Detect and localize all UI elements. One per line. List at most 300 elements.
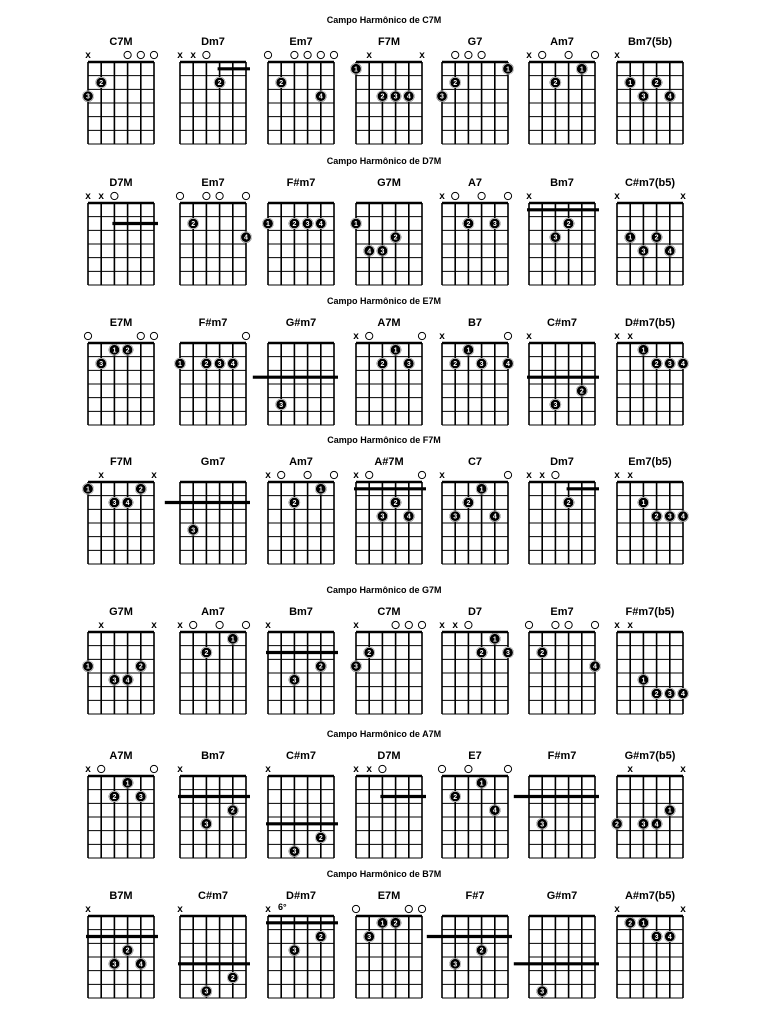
open-string-mark <box>330 51 337 58</box>
finger-number: 2 <box>125 347 130 355</box>
finger-number: 3 <box>367 934 372 941</box>
muted-string-mark: x <box>177 620 183 631</box>
section <box>85 156 686 285</box>
finger-number: 3 <box>112 961 117 969</box>
chord-diagram <box>614 36 683 144</box>
open-string-mark <box>591 621 598 628</box>
muted-string-mark: x <box>439 470 445 481</box>
open-string-mark <box>591 51 598 58</box>
open-string-mark <box>478 51 485 58</box>
open-string-mark <box>150 332 157 339</box>
chord-diagram <box>526 317 599 425</box>
chord-diagram <box>525 606 600 714</box>
open-string-mark <box>504 765 511 772</box>
muted-string-mark: x <box>265 620 271 631</box>
chord-name: Dm7 <box>201 36 225 48</box>
chord-diagram <box>351 36 425 144</box>
chord-name: B7 <box>467 317 483 329</box>
finger-number: 2 <box>318 934 323 941</box>
finger-number: 2 <box>380 361 385 368</box>
section-title: Campo Harmônico de A7M <box>326 729 442 739</box>
finger-number: 2 <box>628 920 633 928</box>
chord-name: Bm7 <box>201 750 225 762</box>
chord-diagram <box>614 177 686 285</box>
finger-number: 3 <box>217 361 222 368</box>
open-string-mark <box>150 765 157 772</box>
finger-number: 2 <box>615 821 619 829</box>
open-string-mark <box>330 471 337 478</box>
chord-name: G#m7(b5) <box>624 750 676 762</box>
finger-number: 2 <box>204 361 209 368</box>
chord-diagram <box>612 750 686 858</box>
finger-number: 3 <box>453 513 458 521</box>
finger-number: 3 <box>112 500 117 507</box>
chord-diagram <box>263 177 334 285</box>
chord-name: Am7 <box>201 606 225 618</box>
chord-name: F#m7 <box>547 750 577 762</box>
chord-name: F#7 <box>465 890 485 902</box>
muted-string-mark: x <box>151 470 157 481</box>
open-string-mark <box>565 621 572 628</box>
finger-number: 2 <box>318 835 323 842</box>
muted-string-mark: x <box>85 50 91 61</box>
chord-name: A#7M <box>374 456 404 468</box>
open-string-mark <box>418 905 425 912</box>
finger-number: 2 <box>292 221 297 228</box>
open-string-mark <box>304 51 311 58</box>
chord-diagram <box>177 890 250 998</box>
chord-name: D#m7(b5) <box>624 317 676 329</box>
open-string-mark <box>137 332 144 339</box>
finger-number: 3 <box>191 527 196 535</box>
chord-diagram <box>177 606 249 714</box>
chord-diagram <box>265 606 338 714</box>
chord-diagram <box>614 317 688 425</box>
finger-number: 2 <box>292 500 297 507</box>
open-string-mark <box>216 621 223 628</box>
chord-name: G7M <box>109 606 133 618</box>
section <box>83 435 688 564</box>
muted-string-mark: x <box>353 764 359 775</box>
open-string-mark <box>392 621 399 628</box>
chord-name: E7 <box>468 750 482 762</box>
open-string-mark <box>352 905 359 912</box>
finger-number: 3 <box>492 221 497 228</box>
finger-number: 4 <box>367 248 372 256</box>
chord-name: Am7 <box>550 36 574 48</box>
chord-diagram <box>175 317 250 425</box>
chord-diagram <box>83 36 158 144</box>
chord-diagram <box>526 177 599 285</box>
finger-number: 1 <box>354 66 358 74</box>
finger-number: 4 <box>138 961 143 969</box>
chord-name: E7M <box>109 317 133 329</box>
section-title: Campo Harmônico de B7M <box>326 869 442 879</box>
chord-diagram <box>351 606 426 714</box>
open-string-mark <box>304 471 311 478</box>
finger-number: 4 <box>667 934 672 941</box>
finger-number: 3 <box>540 821 545 829</box>
chord-diagram <box>165 456 250 564</box>
chord-diagram <box>83 456 157 564</box>
finger-number: 1 <box>178 361 182 368</box>
open-string-mark <box>216 192 223 199</box>
chord-diagram <box>265 890 338 998</box>
muted-string-mark: x <box>419 50 425 61</box>
muted-string-mark: x <box>439 620 445 631</box>
chord-diagram <box>351 177 422 285</box>
finger-number: 3 <box>641 821 646 829</box>
muted-string-mark: x <box>85 191 91 202</box>
finger-number: 2 <box>230 975 235 982</box>
finger-number: 2 <box>138 486 143 494</box>
open-string-mark <box>317 51 324 58</box>
finger-number: 1 <box>380 920 385 928</box>
finger-number: 3 <box>138 794 143 801</box>
muted-string-mark: x <box>526 331 532 342</box>
muted-string-mark: x <box>614 50 620 61</box>
finger-number: 1 <box>393 347 398 355</box>
chord-name: Em7 <box>201 177 225 189</box>
muted-string-mark: x <box>366 50 372 61</box>
finger-number: 2 <box>654 691 659 698</box>
section-title: Campo Harmônico de E7M <box>326 296 442 306</box>
finger-number: 1 <box>266 221 270 228</box>
finger-number: 1 <box>641 500 646 507</box>
muted-string-mark: x <box>177 764 183 775</box>
finger-number: 3 <box>380 513 385 521</box>
section <box>84 296 688 425</box>
chord-name: E7M <box>377 890 401 902</box>
chord-name: Bm7 <box>289 606 313 618</box>
finger-number: 4 <box>506 361 510 368</box>
open-string-mark <box>366 471 373 478</box>
finger-number: 2 <box>279 80 284 87</box>
finger-number: 3 <box>204 988 209 996</box>
finger-number: 4 <box>593 663 597 671</box>
finger-number: 4 <box>406 93 411 101</box>
muted-string-mark: x <box>539 470 545 481</box>
finger-number: 2 <box>99 80 104 87</box>
chord-name: D7 <box>467 606 483 618</box>
finger-number: 2 <box>393 920 398 928</box>
finger-number: 3 <box>641 93 646 101</box>
finger-number: 3 <box>654 934 659 941</box>
muted-string-mark: x <box>177 904 183 915</box>
section <box>85 729 686 858</box>
finger-number: 2 <box>318 663 323 671</box>
finger-number: 1 <box>466 347 471 355</box>
muted-string-mark: x <box>98 620 104 631</box>
finger-number: 1 <box>506 66 510 74</box>
open-string-mark <box>504 332 511 339</box>
finger-number: 2 <box>230 807 235 815</box>
open-string-mark <box>418 471 425 478</box>
open-string-mark <box>465 51 472 58</box>
finger-number: 3 <box>440 93 444 101</box>
finger-number: 2 <box>654 80 659 87</box>
muted-string-mark: x <box>353 470 359 481</box>
open-string-mark <box>278 471 285 478</box>
muted-string-mark: x <box>265 764 271 775</box>
finger-number: 1 <box>492 636 497 644</box>
finger-number: 1 <box>579 66 584 74</box>
chord-name: C#m7 <box>286 750 316 762</box>
finger-number: 2 <box>466 500 471 507</box>
muted-string-mark: x <box>177 50 183 61</box>
finger-number: 2 <box>138 663 143 671</box>
muted-string-mark: x <box>614 904 620 915</box>
chord-diagram <box>176 177 251 285</box>
chord-name: F#m7(b5) <box>625 606 675 618</box>
finger-number: 3 <box>540 988 545 996</box>
open-string-mark <box>203 51 210 58</box>
chord-name: F#m7 <box>286 177 316 189</box>
chord-name: Em7(b5) <box>628 456 672 468</box>
finger-number: 1 <box>641 347 646 355</box>
chord-diagram <box>614 890 686 998</box>
chord-name: C7M <box>109 36 133 48</box>
finger-number: 4 <box>667 248 672 256</box>
chord-name: Dm7 <box>550 456 574 468</box>
finger-number: 3 <box>667 361 672 368</box>
finger-number: 2 <box>466 221 471 228</box>
muted-string-mark: x <box>85 764 91 775</box>
chord-diagram <box>514 750 599 858</box>
open-string-mark <box>291 51 298 58</box>
finger-number: 3 <box>86 93 90 101</box>
section-title: Campo Harmônico de D7M <box>326 156 442 166</box>
section-title: Campo Harmônico de C7M <box>326 15 442 25</box>
chord-name: A7 <box>467 177 483 189</box>
section <box>83 585 688 714</box>
open-string-mark <box>525 621 532 628</box>
finger-number: 3 <box>406 361 411 368</box>
muted-string-mark: x <box>439 191 445 202</box>
muted-string-mark: x <box>265 904 271 915</box>
finger-number: 4 <box>230 361 235 368</box>
muted-string-mark: x <box>452 620 458 631</box>
chord-name: A7M <box>109 750 133 762</box>
chord-diagram <box>614 606 688 714</box>
open-string-mark <box>264 51 271 58</box>
muted-string-mark: x <box>190 50 196 61</box>
open-string-mark <box>552 621 559 628</box>
finger-number: 3 <box>292 848 297 856</box>
section <box>83 15 683 144</box>
open-string-mark <box>504 192 511 199</box>
chord-diagram <box>439 606 513 714</box>
finger-number: 3 <box>393 93 398 101</box>
finger-number: 1 <box>318 486 323 494</box>
finger-number: 2 <box>566 221 571 228</box>
chord-name: G#m7 <box>546 890 578 902</box>
finger-number: 2 <box>380 93 385 101</box>
chord-diagram <box>84 317 157 425</box>
muted-string-mark: x <box>614 331 620 342</box>
muted-string-mark: x <box>526 470 532 481</box>
chord-diagram <box>83 606 157 714</box>
open-string-mark <box>150 51 157 58</box>
open-string-mark <box>405 905 412 912</box>
chord-name: A7M <box>377 317 401 329</box>
chord-name: Am7 <box>289 456 313 468</box>
chord-name: A#m7(b5) <box>624 890 676 902</box>
finger-number: 3 <box>380 248 385 256</box>
finger-number: 2 <box>393 234 398 242</box>
finger-number: 2 <box>654 361 659 368</box>
finger-number: 2 <box>654 513 659 521</box>
finger-number: 3 <box>553 234 558 242</box>
chord-diagram <box>177 750 250 858</box>
finger-number: 3 <box>667 691 672 698</box>
finger-number: 4 <box>681 691 685 698</box>
chord-name: G7M <box>377 177 401 189</box>
open-string-mark <box>405 621 412 628</box>
finger-number: 2 <box>453 80 458 87</box>
section-title: Campo Harmônico de F7M <box>327 435 441 445</box>
chord-diagram <box>265 456 337 564</box>
chord-diagram <box>253 317 338 425</box>
finger-number: 2 <box>579 388 584 396</box>
finger-number: 4 <box>125 677 130 685</box>
finger-number: 2 <box>453 361 458 368</box>
open-string-mark <box>242 192 249 199</box>
finger-number: 2 <box>125 947 130 955</box>
open-string-mark <box>478 192 485 199</box>
finger-number: 2 <box>393 500 398 507</box>
chord-diagram <box>526 36 598 144</box>
chord-diagram <box>352 890 425 998</box>
chord-name: C7 <box>467 456 483 468</box>
finger-number: 1 <box>628 234 633 242</box>
finger-number: 1 <box>479 486 484 494</box>
finger-number: 2 <box>566 500 571 507</box>
finger-number: 1 <box>641 920 646 928</box>
muted-string-mark: x <box>627 620 633 631</box>
finger-number: 1 <box>667 807 672 815</box>
muted-string-mark: x <box>366 764 372 775</box>
finger-number: 4 <box>681 513 685 521</box>
open-string-mark <box>124 51 131 58</box>
muted-string-mark: x <box>526 50 532 61</box>
open-string-mark <box>176 192 183 199</box>
open-string-mark <box>418 621 425 628</box>
chord-name: D7M <box>109 177 133 189</box>
muted-string-mark: x <box>614 470 620 481</box>
open-string-mark <box>438 765 445 772</box>
muted-string-mark: x <box>627 470 633 481</box>
finger-number: 3 <box>204 821 209 829</box>
muted-string-mark: x <box>439 331 445 342</box>
finger-number: 3 <box>305 221 310 228</box>
muted-string-mark: x <box>85 904 91 915</box>
muted-string-mark: x <box>526 191 532 202</box>
open-string-mark <box>452 192 459 199</box>
finger-number: 1 <box>628 80 633 87</box>
muted-string-mark: x <box>98 470 104 481</box>
open-string-mark <box>465 621 472 628</box>
finger-number: 3 <box>667 513 672 521</box>
open-string-mark <box>552 471 559 478</box>
chord-name: Gm7 <box>200 456 226 468</box>
open-string-mark <box>452 51 459 58</box>
finger-number: 3 <box>641 248 646 256</box>
chord-name: Em7 <box>550 606 574 618</box>
finger-number: 1 <box>125 780 130 788</box>
chord-name: F#m7 <box>198 317 228 329</box>
finger-number: 3 <box>112 677 117 685</box>
finger-number: 3 <box>553 402 558 409</box>
finger-number: 4 <box>492 807 497 815</box>
chord-diagram <box>265 750 338 858</box>
muted-string-mark: x <box>680 904 686 915</box>
chord-name: C#m7 <box>198 890 228 902</box>
chord-name: C#m7 <box>547 317 577 329</box>
finger-number: 3 <box>506 650 510 657</box>
muted-string-mark: x <box>151 620 157 631</box>
muted-string-mark: x <box>614 620 620 631</box>
finger-number: 2 <box>453 794 458 801</box>
open-string-mark <box>539 51 546 58</box>
finger-number: 4 <box>318 93 323 101</box>
open-string-mark <box>366 332 373 339</box>
finger-number: 2 <box>654 234 659 242</box>
chord-diagram <box>264 36 337 144</box>
finger-number: 4 <box>492 513 497 521</box>
finger-number: 2 <box>540 650 545 657</box>
finger-number: 4 <box>654 821 659 829</box>
open-string-mark <box>418 332 425 339</box>
chord-name: Bm7 <box>550 177 574 189</box>
chord-name: C7M <box>377 606 401 618</box>
finger-number: 2 <box>204 650 209 657</box>
muted-string-mark: x <box>627 764 633 775</box>
chord-name: Bm7(5b) <box>627 36 673 48</box>
chord-name: G7 <box>467 36 483 48</box>
open-string-mark <box>504 471 511 478</box>
finger-number: 3 <box>354 663 358 671</box>
finger-number: 1 <box>86 486 90 494</box>
chord-diagram <box>439 456 511 564</box>
finger-number: 2 <box>553 80 558 87</box>
finger-number: 4 <box>125 500 130 507</box>
chord-diagram <box>439 317 513 425</box>
finger-number: 2 <box>217 80 222 87</box>
finger-number: 2 <box>367 650 372 657</box>
finger-number: 4 <box>244 234 248 242</box>
open-string-mark <box>111 192 118 199</box>
chord-name: D#m7 <box>286 890 316 902</box>
muted-string-mark: x <box>265 470 271 481</box>
finger-number: 1 <box>479 780 484 788</box>
finger-number: 4 <box>681 361 685 368</box>
finger-number: 4 <box>406 513 411 521</box>
finger-number: 1 <box>641 677 646 685</box>
open-string-mark <box>242 332 249 339</box>
chord-diagram <box>437 36 513 144</box>
chord-diagram <box>353 317 425 425</box>
finger-number: 1 <box>354 221 358 228</box>
finger-number: 4 <box>318 221 323 228</box>
muted-string-mark: x <box>353 331 359 342</box>
chord-diagram <box>439 177 511 285</box>
open-string-mark <box>565 51 572 58</box>
finger-number: 1 <box>230 636 235 644</box>
open-string-mark <box>379 765 386 772</box>
chord-diagram <box>177 36 250 144</box>
finger-number: 3 <box>292 947 297 955</box>
